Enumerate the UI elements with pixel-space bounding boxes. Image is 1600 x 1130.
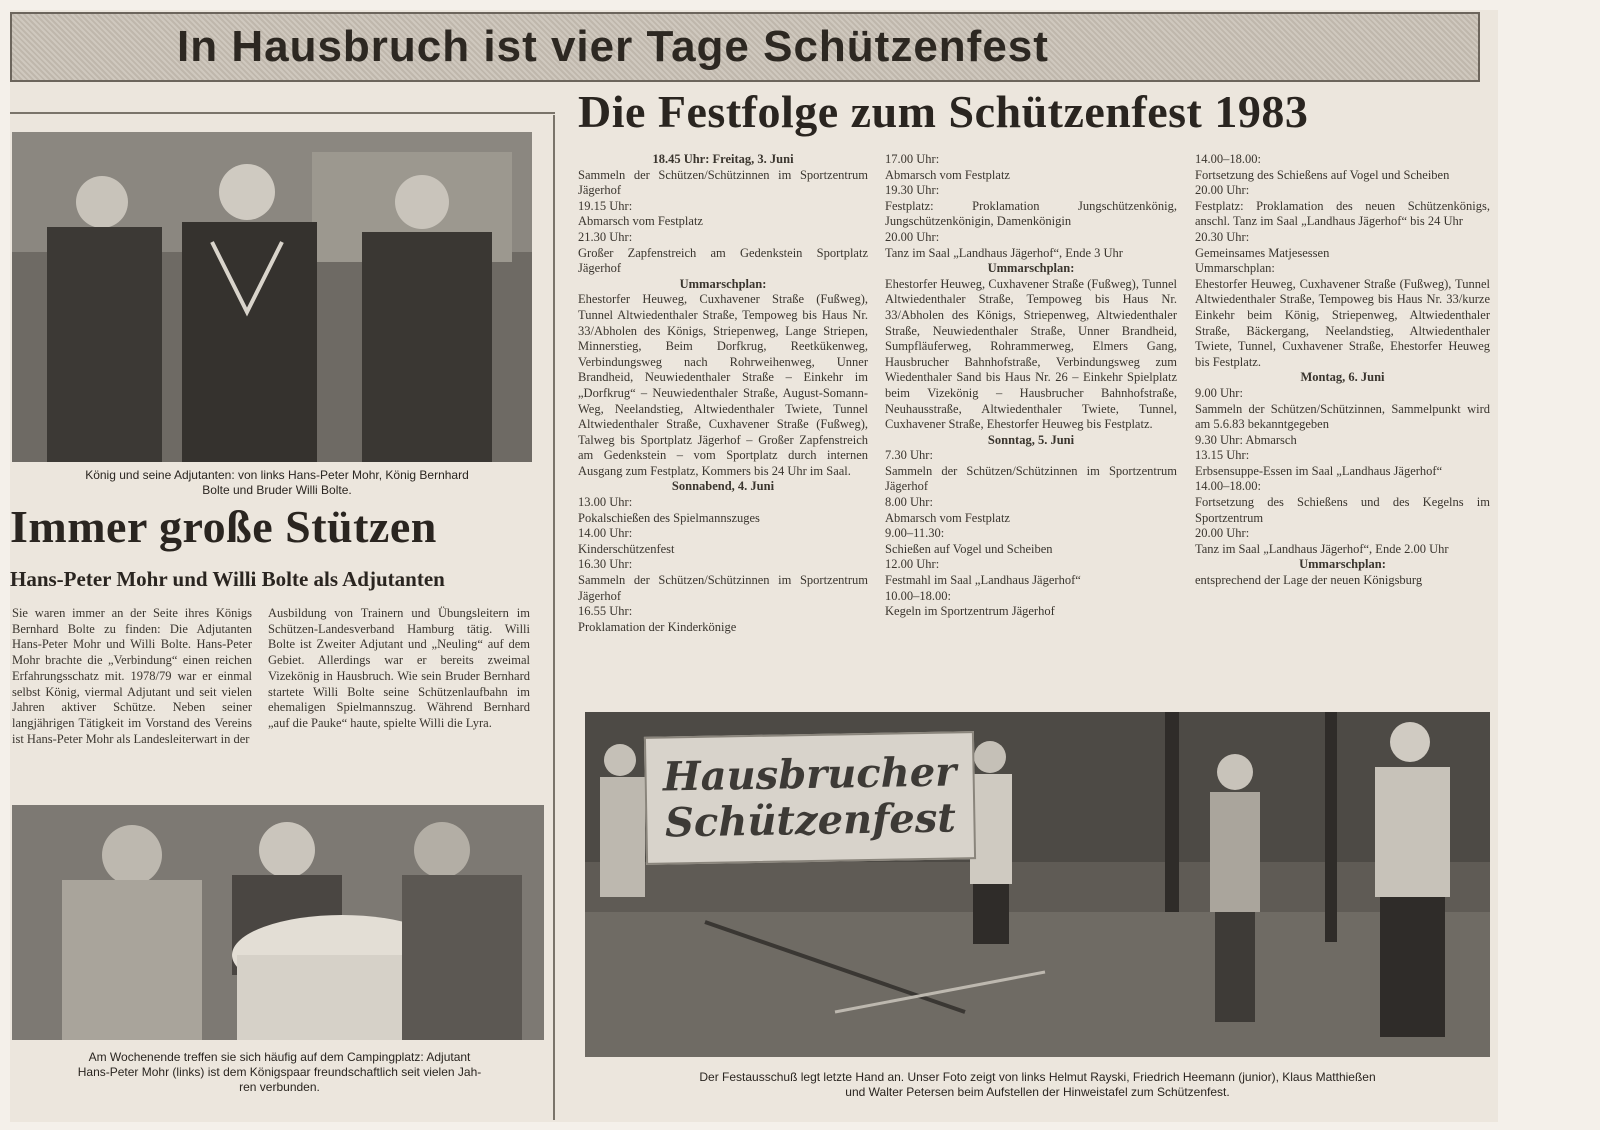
photo-festival-sign [585, 712, 1490, 1057]
left-column-rule [10, 112, 555, 114]
festival-sign [644, 731, 976, 865]
festfolge-column-2 [885, 152, 1177, 620]
photo3-caption-line: Der Festausschuß legt letzte Hand an. Unser Foto zeigt von links Helmut Rayski, Friedrich Heemann (junior), Klaus Matthießen [699, 1070, 1376, 1084]
article-column-1: Sie waren immer an der Seite ihres Königs Bernhard Bolte zu finden: Die Adjutanten Hans-Peter Mohr und Willi Bolte. Hans-Peter Mohr brachte die „Verbindung“ einen reichen Erfahrungsschatz mit. 1978/79 war er einmal selbst König, viermal Adjutant und seit vielen Jahren aktiver Schütze. Neben seiner langjährigen Tätigkeit im Vorstand des Vereins ist Hans-Peter Mohr als Landesleiterwart in der [12, 606, 252, 746]
photo2-caption-line: ren verbunden. [239, 1080, 320, 1094]
schedule-entry: 9.00–11.30: [885, 526, 945, 541]
schedule-entry: 13.00 Uhr: [578, 495, 633, 510]
article-headline: Immer große Stützen [10, 501, 437, 552]
schedule-entry: Abmarsch vom Festplatz [578, 214, 703, 229]
schedule-entry: 16.30 Uhr: [578, 557, 633, 572]
schedule-entry: 9.30 Uhr: Abmarsch [1195, 432, 1297, 447]
schedule-entry: Abmarsch vom Festplatz [885, 167, 1010, 182]
article-column-2: Ausbildung von Trainern und Übungsleitern im Schützen-Landesverband Hamburg tätig. Willi Bolte ist Zweiter Adjutant und „Neuling“ auf dem Gebiet. Allerdings war er bereits zweimal Vizekönig in Hausbruch. Wie sein Bruder Bernhard startete Willi Bolte seine Schützenlaufbahn im ehemaligen Spielmannszug. Während Bernhard „auf die Pauke“ haute, spielte Willi die Lyra. [268, 606, 530, 730]
photo2-caption-line: Am Wochenende treffen sie sich häufig auf dem Campingplatz: Adjutant [88, 1050, 471, 1064]
schedule-entry: Tanz im Saal „Landhaus Jägerhof“, Ende 2.00 Uhr [1195, 541, 1449, 556]
schedule-entry: 17.00 Uhr: [885, 152, 940, 166]
schedule-heading: Sonntag, 5. Juni [987, 432, 1075, 447]
schedule-entry: Ummarschplan: [1195, 261, 1275, 276]
photo2-caption-line: Hans-Peter Mohr (links) ist dem Königspaar freundschaftlich seit vielen Jah- [77, 1065, 482, 1079]
schedule-entry: 14.00–18.00: [1195, 479, 1261, 494]
schedule-entry: 8.00 Uhr: [885, 495, 933, 510]
schedule-entry: Schießen auf Vogel und Scheiben [885, 541, 1053, 556]
schedule-entry: Festplatz: Proklamation des neuen Schützenkönigs, anschl. Tanz im Saal „Landhaus Jägerhof“ bis 24 Uhr [1195, 198, 1490, 229]
schedule-heading: Ummarschplan: [1299, 557, 1386, 572]
schedule-entry: 14.00 Uhr: [578, 526, 633, 541]
schedule-entry: Gemeinsames Matjesessen [1195, 245, 1330, 260]
photo3-caption [585, 1070, 1490, 1100]
sign-line: Schützenfest [664, 794, 957, 847]
schedule-entry: 21.30 Uhr: [578, 229, 633, 244]
photo1-caption-line: König und seine Adjutanten: von links Hans-Peter Mohr, König Bernhard [85, 468, 469, 482]
schedule-entry: Ehestorfer Heuweg, Cuxhavener Straße (Fußweg), Tunnel Altwiedenthaler Straße, Tempoweg bis Haus Nr. 33/Abholen des Königs, Striepenweg, Altwiedenthaler Straße, Neuwiedenthaler Straße, Unner Brandheid, Sumpfläuferweg, Rohrammerweg, Elmers Gang, Hausbrucher Bahnhofstraße, Verbindungsweg zum Wiedenthaler Sand bis Haus Nr. 26 – Einkehr Spielplatz beim Vizekönig – Hausbrucher Bahnhofstraße, Neuhausstraße, Altwiedenthaler Twiete, Tunnel, Cuxhavener Straße, Ehestorfer Heuweg bis Festplatz. [885, 276, 1177, 432]
schedule-entry: 20.30 Uhr: [1195, 229, 1250, 244]
schedule-entry: Erbsensuppe-Essen im Saal „Landhaus Jägerhof“ [1195, 463, 1443, 478]
photo1-caption [12, 468, 542, 498]
schedule-entry: Proklamation der Kinderkönige [578, 619, 737, 634]
schedule-entry: Kinderschützenfest [578, 541, 675, 556]
photo-campground [12, 805, 544, 1040]
sign-line: Hausbrucher [662, 748, 957, 801]
schedule-entry: Ehestorfer Heuweg, Cuxhavener Straße (Fußweg), Tunnel Altwiedenthaler Straße, Tempoweg bis Haus Nr. 33/Abholen des Königs, Striepenweg, Lange Striepen, Minnerstieg, Beim Dorfkrug, Reetkükenweg, Verbindungsweg nach Rohrweihenweg, Unner Brandheid, Neuwiedenthaler Straße – Einkehr im „Dorfkrug“ – Neuwiedenthaler Straße, August-Somann-Weg, Neelandstieg, Altwiedenthaler Twiete, Tunnel Altwiedenthaler Straße, Cuxhavener Straße (Fußweg), Talweg bis Sportplatz Jägerhof – Großer Zapfenstreich am Gedenkstein – vom Sportplatz durch internen Ausgang zum Festplatz, Kommers bis 24 Uhr im Saal. [578, 292, 868, 478]
festfolge-column-1 [578, 152, 868, 635]
photo1-caption-line: Bolte und Bruder Willi Bolte. [202, 483, 352, 497]
schedule-entry: 13.15 Uhr: [1195, 448, 1250, 463]
photo-king-adjutants [12, 132, 532, 462]
schedule-entry: 19.30 Uhr: [885, 183, 940, 198]
schedule-entry: Abmarsch vom Festplatz [885, 510, 1010, 525]
schedule-entry: 19.15 Uhr: [578, 198, 633, 213]
banner-title: In Hausbruch ist vier Tage Schützenfest [177, 22, 1049, 71]
schedule-entry: Festplatz: Proklamation Jungschützenkönig, Jungschützenkönigin, Damenkönigin [885, 198, 1177, 229]
schedule-entry: 20.00 Uhr: [885, 229, 940, 244]
schedule-heading: Ummarschplan: [679, 276, 767, 291]
schedule-entry: Tanz im Saal „Landhaus Jägerhof“, Ende 3 Uhr [885, 245, 1123, 260]
photo2-caption [12, 1050, 547, 1095]
schedule-entry: Sammeln der Schützen/Schützinnen im Sportzentrum Jägerhof [578, 573, 868, 603]
schedule-entry: 20.00 Uhr: [1195, 526, 1250, 541]
schedule-entry: 20.00 Uhr: [1195, 183, 1250, 198]
schedule-entry: Fortsetzung des Schießens auf Vogel und Scheiben [1195, 167, 1450, 182]
schedule-entry: 10.00–18.00: [885, 588, 951, 603]
photo3-caption-line: und Walter Petersen beim Aufstellen der Hinweistafel zum Schützenfest. [845, 1085, 1230, 1099]
schedule-entry: Pokalschießen des Spielmannszuges [578, 510, 760, 525]
schedule-entry: Kegeln im Sportzentrum Jägerhof [885, 604, 1055, 619]
schedule-entry: 9.00 Uhr: [1195, 385, 1243, 400]
banner [10, 12, 1480, 82]
schedule-heading: Ummarschplan: [987, 261, 1075, 276]
schedule-entry: Sammeln der Schützen/Schützinnen im Sportzentrum Jägerhof [885, 463, 1177, 494]
article-subhead: Hans-Peter Mohr und Willi Bolte als Adjutanten [10, 567, 445, 591]
schedule-entry: 14.00–18.00: [1195, 152, 1261, 166]
schedule-heading: Montag, 6. Juni [1300, 370, 1385, 385]
schedule-heading: Sonnabend, 4. Juni [671, 479, 775, 494]
festfolge-column-3 [1195, 152, 1490, 589]
schedule-entry: 12.00 Uhr: [885, 557, 940, 572]
schedule-entry: Festmahl im Saal „Landhaus Jägerhof“ [885, 573, 1081, 588]
schedule-entry: entsprechend der Lage der neuen Königsburg [1195, 573, 1423, 588]
schedule-entry: Ehestorfer Heuweg, Cuxhavener Straße (Fußweg), Tunnel Altwiedenthaler Straße, Tempoweg bis Haus Nr. 33/kurze Einkehr beim König, Striepenweg, Altwiedenthaler Straße, Bäckergang, Neelandstieg, Altwiedenthaler Twiete, Tunnel, Cuxhavener Straße, Ehestorfer Heuweg bis Festplatz. [1195, 276, 1490, 369]
schedule-entry: Sammeln der Schützen/Schützinnen, Sammelpunkt wird am 5.6.83 bekanntgegeben [1195, 401, 1490, 432]
schedule-heading: 18.45 Uhr: Freitag, 3. Juni [652, 152, 794, 166]
schedule-entry: Sammeln der Schützen/Schützinnen im Sportzentrum Jägerhof [578, 167, 868, 198]
schedule-entry: Großer Zapfenstreich am Gedenkstein Sportplatz Jägerhof [578, 245, 868, 276]
schedule-entry: Fortsetzung des Schießens und des Kegelns im Sportzentrum [1195, 495, 1490, 525]
schedule-entry: 16.55 Uhr: [578, 604, 633, 619]
festfolge-title: Die Festfolge zum Schützenfest 1983 [578, 86, 1309, 137]
schedule-entry: 7.30 Uhr: [885, 448, 933, 463]
